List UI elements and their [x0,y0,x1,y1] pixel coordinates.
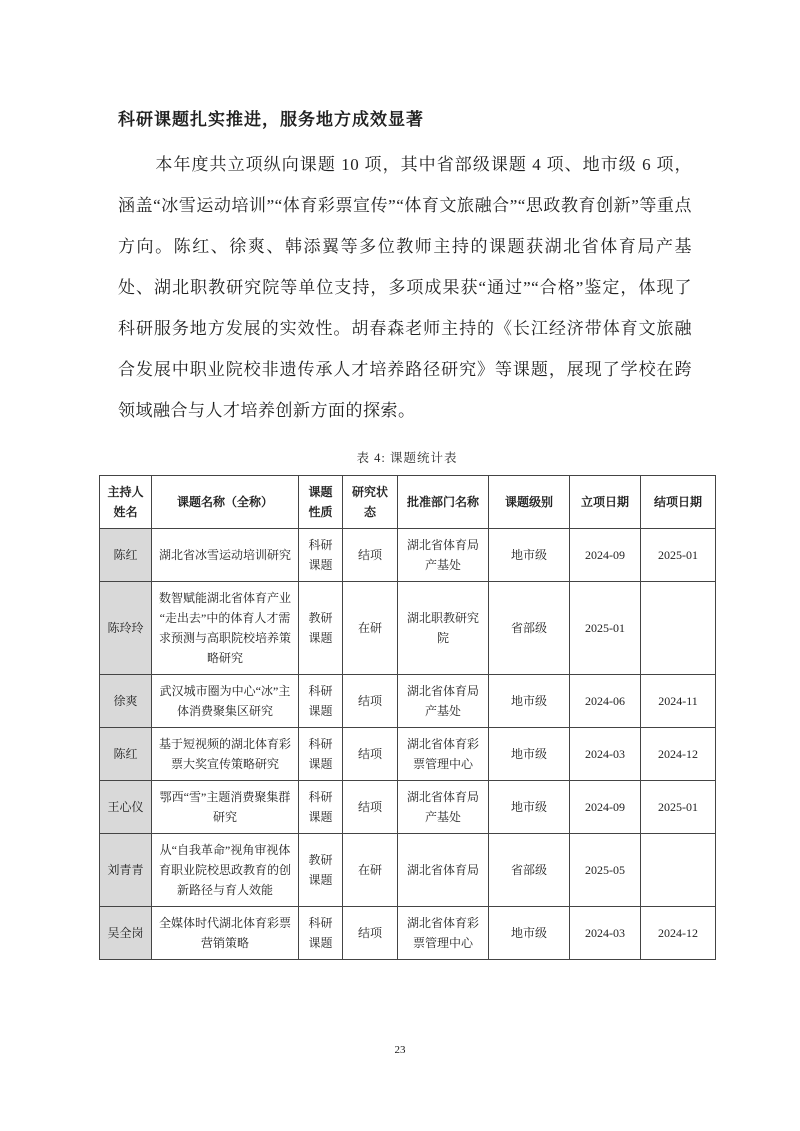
cell-research-status: 在研 [343,834,398,907]
cell-topic-title: 全媒体时代湖北体育彩票营销策略 [152,907,299,960]
section-heading: 科研课题扎实推进，服务地方成效显著 [118,110,424,129]
cell-start-date: 2024-03 [570,907,641,960]
cell-research-status: 结项 [343,728,398,781]
column-header-host-name: 主持人姓名 [100,476,152,529]
cell-topic-level: 省部级 [489,834,570,907]
cell-research-status: 结项 [343,907,398,960]
cell-approving-department: 湖北省体育局产基处 [398,781,489,834]
cell-research-status: 结项 [343,529,398,582]
cell-topic-level: 地市级 [489,529,570,582]
table-caption: 表 4: 课题统计表 [356,451,458,465]
cell-topic-level: 地市级 [489,728,570,781]
page-number: 23 [394,1044,406,1056]
cell-host-name: 徐爽 [100,675,152,728]
column-header-end-date: 结项日期 [641,476,716,529]
table-row [100,582,716,675]
cell-approving-department: 湖北省体育局产基处 [398,675,489,728]
cell-topic-type: 科研课题 [299,675,343,728]
cell-research-status: 结项 [343,675,398,728]
cell-approving-department: 湖北省体育局 [398,834,489,907]
topics-statistics-table [99,475,716,960]
cell-end-date [641,834,716,907]
cell-host-name: 陈红 [100,728,152,781]
table-row [100,907,716,960]
column-header-topic-level: 课题级别 [489,476,570,529]
cell-approving-department: 湖北省体育局产基处 [398,529,489,582]
cell-end-date: 2024-12 [641,907,716,960]
cell-topic-type: 科研课题 [299,781,343,834]
cell-approving-department: 湖北职教研究院 [398,582,489,675]
cell-start-date: 2024-09 [570,529,641,582]
cell-end-date: 2024-12 [641,728,716,781]
column-header-topic-type: 课题性质 [299,476,343,529]
table-header-row [100,476,716,529]
column-header-topic-title: 课题名称（全称） [152,476,299,529]
column-header-research-status: 研究状态 [343,476,398,529]
cell-topic-type: 科研课题 [299,529,343,582]
cell-start-date: 2024-03 [570,728,641,781]
cell-start-date: 2025-05 [570,834,641,907]
table-row [100,781,716,834]
cell-host-name: 吴全岗 [100,907,152,960]
cell-approving-department: 湖北省体育彩票管理中心 [398,907,489,960]
column-header-start-date: 立项日期 [570,476,641,529]
cell-topic-type: 教研课题 [299,834,343,907]
cell-topic-level: 省部级 [489,582,570,675]
cell-topic-title: 鄂西“雪”主题消费聚集群研究 [152,781,299,834]
cell-start-date: 2024-09 [570,781,641,834]
cell-topic-title: 数智赋能湖北省体育产业 “走出去”中的体育人才需求预测与高职院校培养策略研究 [152,582,299,675]
cell-research-status: 在研 [343,582,398,675]
cell-host-name: 王心仪 [100,781,152,834]
cell-topic-title: 基于短视频的湖北体育彩票大奖宣传策略研究 [152,728,299,781]
cell-topic-level: 地市级 [489,781,570,834]
cell-topic-title: 从“自我革命”视角审视体育职业院校思政教育的创新路径与育人效能 [152,834,299,907]
cell-topic-title: 武汉城市圈为中心“冰”主体消费聚集区研究 [152,675,299,728]
cell-topic-title: 湖北省冰雪运动培训研究 [152,529,299,582]
cell-end-date [641,582,716,675]
cell-start-date: 2025-01 [570,582,641,675]
cell-topic-type: 科研课题 [299,728,343,781]
cell-host-name: 陈玲玲 [100,582,152,675]
table-row [100,529,716,582]
cell-approving-department: 湖北省体育彩票管理中心 [398,728,489,781]
cell-topic-level: 地市级 [489,675,570,728]
cell-start-date: 2024-06 [570,675,641,728]
cell-end-date: 2025-01 [641,529,716,582]
column-header-approving-department: 批准部门名称 [398,476,489,529]
cell-host-name: 刘青青 [100,834,152,907]
cell-end-date: 2024-11 [641,675,716,728]
body-paragraph: 本年度共立项纵向课题 10 项，其中省部级课题 4 项、地市级 6 项，涵盖“冰雪运动培训”“体育彩票宣传”“体育文旅融合”“思政教育创新”等重点方向。陈红、徐爽、韩添翼等多位教师主持的课题获湖北省体育局产基处、湖北职教研究院等单位支持，多项成果获“通过”“合格”鉴定，体现了科研服务地方发展的实效性。胡春森老师主持的《长江经济带体育文旅融合发展中职业院校非遗传承人才培养路径研究》等课题，展现了学校在跨领域融合与人才培养创新方面的探索。 [118,155,692,420]
cell-topic-type: 教研课题 [299,582,343,675]
table-row [100,675,716,728]
table-body [100,529,716,960]
table-row [100,728,716,781]
cell-topic-type: 科研课题 [299,907,343,960]
cell-research-status: 结项 [343,781,398,834]
cell-topic-level: 地市级 [489,907,570,960]
cell-host-name: 陈红 [100,529,152,582]
table-row [100,834,716,907]
cell-end-date: 2025-01 [641,781,716,834]
